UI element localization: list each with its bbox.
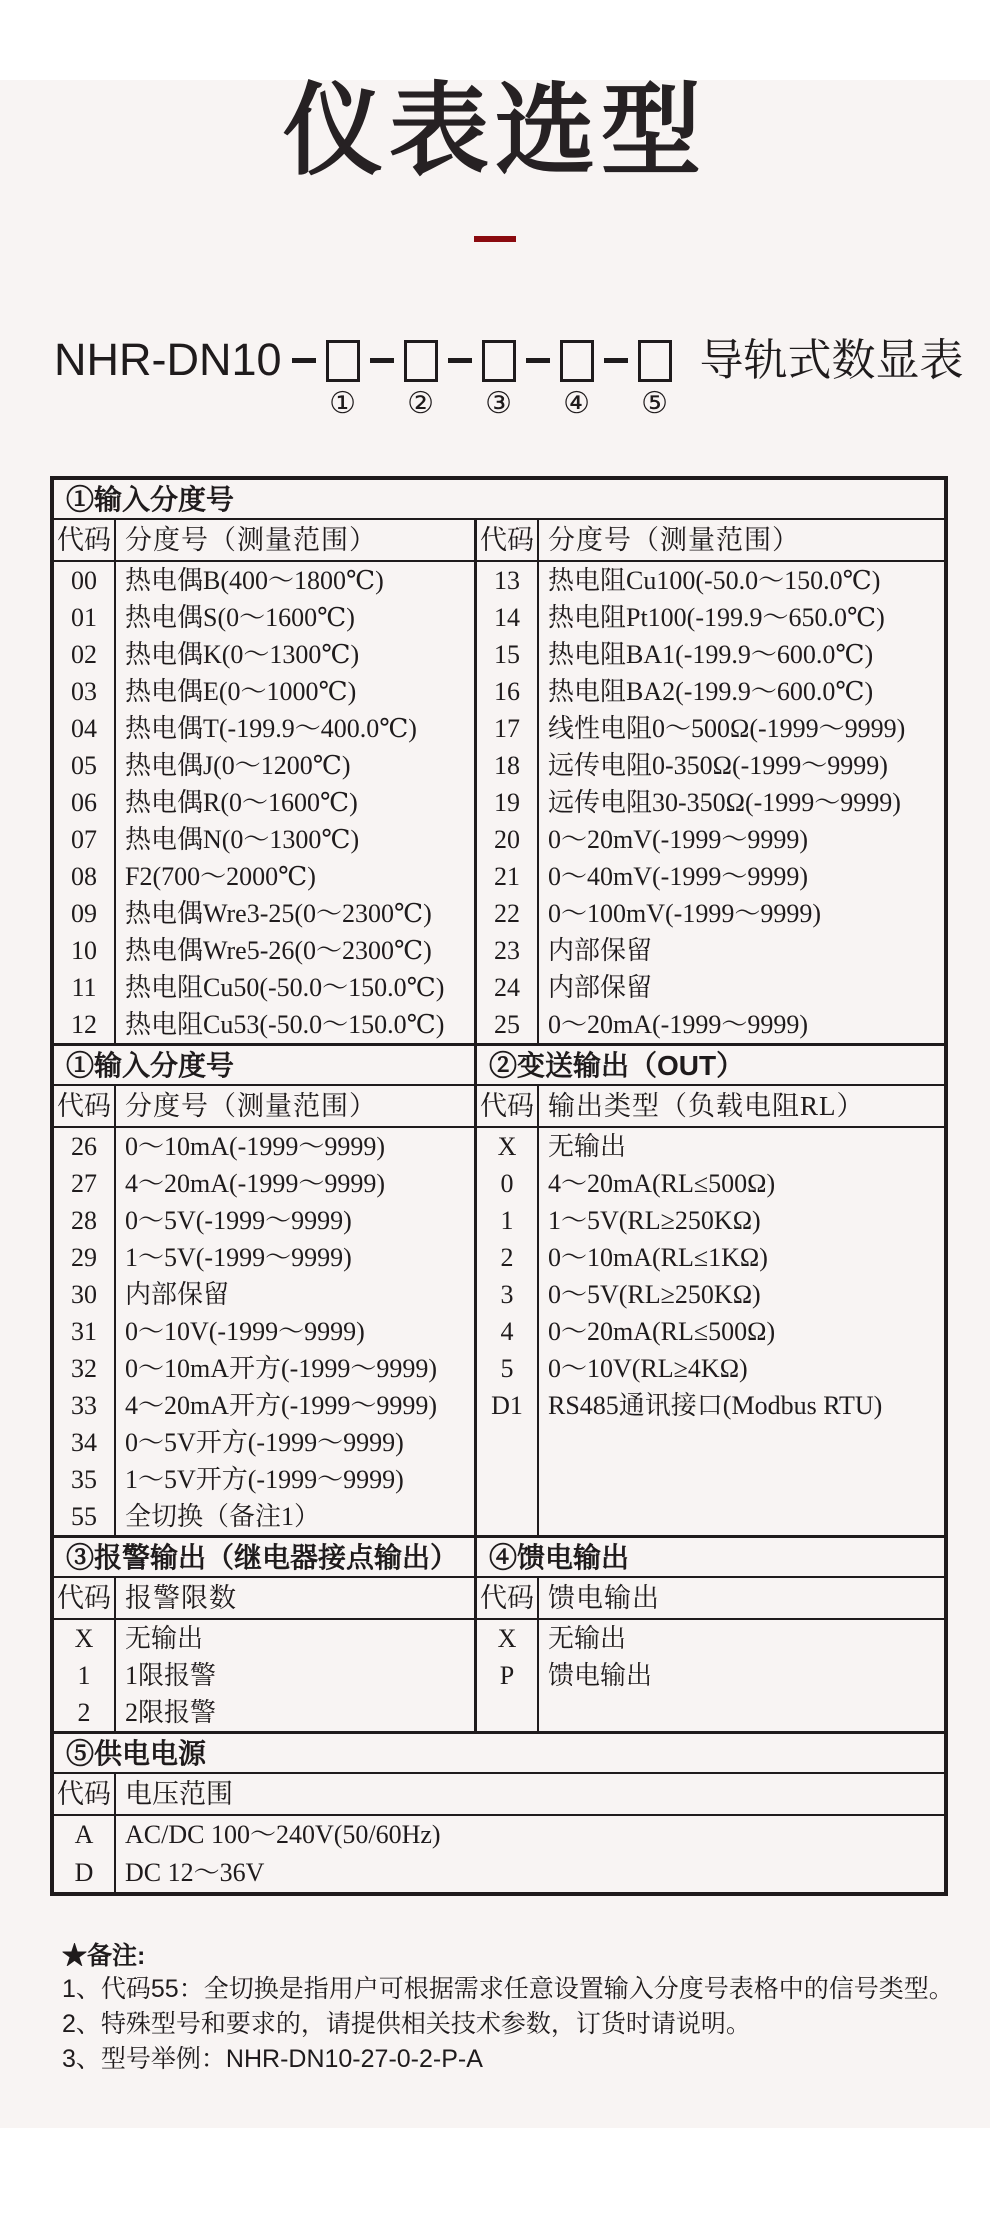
model-slot — [594, 337, 672, 420]
table-row — [54, 1657, 474, 1694]
notes — [62, 1940, 990, 2077]
desc-column-header: 分度号（测量范围） — [125, 525, 377, 555]
desc-cell: 0～10V(-1999～9999) — [125, 1317, 365, 1346]
table-half-right — [474, 520, 944, 1043]
model-code-box — [326, 340, 360, 382]
code-cell: A — [54, 1816, 116, 1854]
table-row — [54, 858, 474, 895]
page-title: 仪表选型 — [283, 75, 707, 187]
code-cell: 10 — [54, 932, 116, 969]
code-cell: 26 — [54, 1128, 116, 1165]
table-row — [54, 747, 474, 784]
row-list — [54, 1816, 944, 1892]
desc-cell: 2限报警 — [125, 1698, 217, 1727]
desc-cell: 内部保留 — [125, 1280, 230, 1309]
table-row — [54, 784, 474, 821]
table-row — [54, 895, 474, 932]
code-cell: 02 — [54, 636, 116, 673]
code-cell: 18 — [477, 747, 539, 784]
desc-cell: 全切换（备注1） — [125, 1502, 321, 1531]
model-code-box — [560, 340, 594, 382]
desc-column-header: 报警限数 — [125, 1583, 237, 1613]
model-slot — [516, 337, 594, 420]
desc-cell: 热电偶T(-199.9～400.0℃) — [125, 714, 417, 743]
table-row — [477, 1657, 944, 1694]
section-input-division-1 — [54, 480, 944, 1043]
table-row — [477, 747, 944, 784]
model-prefix: NHR-DN10 — [54, 334, 282, 385]
desc-cell: 线性电阻0～500Ω(-1999～9999) — [548, 714, 906, 743]
code-column-header: 代码 — [54, 1774, 116, 1814]
desc-cell: 热电阻Pt100(-199.9～650.0℃) — [548, 603, 885, 632]
table-row — [477, 673, 944, 710]
desc-column-header: 电压范围 — [125, 1779, 233, 1809]
table-row — [477, 636, 944, 673]
section-input-division-2-and-output — [54, 1043, 944, 1535]
desc-cell: 热电阻Cu50(-50.0～150.0℃) — [125, 973, 445, 1002]
desc-cell: 热电阻BA1(-199.9～600.0℃) — [548, 640, 874, 669]
model-slot — [282, 337, 360, 420]
note-item: 2、特殊型号和要求的，请提供相关技术参数，订货时请说明。 — [62, 2010, 751, 2038]
table-row — [54, 1313, 474, 1350]
table-row — [477, 821, 944, 858]
code-cell: 3 — [477, 1276, 539, 1313]
code-cell: X — [477, 1128, 539, 1165]
model-suffix: 导轨式数显表 — [699, 336, 964, 385]
table-row — [54, 1854, 944, 1892]
row-list — [54, 1620, 474, 1731]
desc-cell: 0～5V(-1999～9999) — [125, 1206, 352, 1235]
desc-cell: 1～5V(RL≥250KΩ) — [548, 1206, 761, 1235]
code-cell: D1 — [477, 1387, 539, 1424]
desc-cell: 馈电输出 — [548, 1661, 653, 1690]
table-row — [477, 1202, 944, 1239]
desc-cell: AC/DC 100～240V(50/60Hz) — [125, 1820, 441, 1849]
desc-cell: 4～20mA(RL≤500Ω) — [548, 1169, 776, 1198]
desc-cell: 热电偶Wre3-25(0～2300℃) — [125, 899, 432, 928]
dash-separator — [448, 358, 472, 363]
code-cell: 19 — [477, 784, 539, 821]
section-header: ⑤供电电源 — [66, 1738, 207, 1769]
code-cell: 1 — [477, 1202, 539, 1239]
desc-cell: 1限报警 — [125, 1661, 217, 1690]
code-cell: 09 — [54, 895, 116, 932]
desc-cell: 0～20mV(-1999～9999) — [548, 825, 808, 854]
desc-cell: 热电阻Cu53(-50.0～150.0℃) — [125, 1010, 445, 1039]
code-cell: 12 — [54, 1006, 116, 1043]
table-row — [477, 1276, 944, 1313]
code-cell: 33 — [54, 1387, 116, 1424]
code-cell: 00 — [54, 562, 116, 599]
table-row — [54, 1239, 474, 1276]
table-row — [54, 1620, 474, 1657]
code-cell: X — [477, 1620, 539, 1657]
dash-separator — [292, 358, 316, 363]
notes-title: ★备注: — [62, 1942, 146, 1970]
table-row — [477, 969, 944, 1006]
code-cell: 01 — [54, 599, 116, 636]
table-row — [477, 858, 944, 895]
desc-column-header: 输出类型（负载电阻RL） — [548, 1091, 865, 1121]
column-header-row — [477, 1086, 944, 1128]
code-cell: 08 — [54, 858, 116, 895]
desc-cell: 0～100mV(-1999～9999) — [548, 899, 821, 928]
table-row — [54, 710, 474, 747]
column-header-row — [54, 1086, 474, 1128]
dash-separator — [604, 358, 628, 363]
code-cell: 35 — [54, 1461, 116, 1498]
section-alarm-and-feed-output — [54, 1535, 944, 1731]
code-cell: 4 — [477, 1313, 539, 1350]
note-item: 3、型号举例：NHR-DN10-27-0-2-P-A — [62, 2045, 483, 2073]
table-row — [54, 1202, 474, 1239]
column-header-row — [477, 1578, 944, 1620]
model-slot-box-wrap — [638, 337, 672, 420]
desc-cell: 0～20mA(RL≤500Ω) — [548, 1317, 776, 1346]
table-row — [477, 784, 944, 821]
desc-cell: 0～10mA开方(-1999～9999) — [125, 1354, 437, 1383]
desc-cell: 热电阻Cu100(-50.0～150.0℃) — [548, 566, 881, 595]
model-slot-box-wrap — [404, 337, 438, 420]
table-row — [477, 1313, 944, 1350]
code-cell: 0 — [477, 1165, 539, 1202]
table-row — [54, 969, 474, 1006]
desc-cell: 无输出 — [548, 1624, 627, 1653]
row-list — [477, 1128, 944, 1424]
desc-column-header: 馈电输出 — [548, 1583, 660, 1613]
section-header-bar — [54, 1734, 944, 1774]
slot-number-label: ④ — [563, 387, 590, 420]
table-row — [54, 1128, 474, 1165]
column-header-row — [54, 520, 474, 562]
desc-cell: 热电偶Wre5-26(0～2300℃) — [125, 936, 432, 965]
section-header-bar — [54, 1046, 944, 1086]
code-cell: 22 — [477, 895, 539, 932]
slot-number-label: ⑤ — [641, 387, 668, 420]
row-list — [477, 1620, 944, 1694]
section-power-supply — [54, 1731, 944, 1892]
table-row — [54, 1165, 474, 1202]
model-code-line — [54, 334, 990, 420]
model-code-box — [404, 340, 438, 382]
code-cell: 31 — [54, 1313, 116, 1350]
desc-cell: 无输出 — [125, 1624, 204, 1653]
table-row — [477, 895, 944, 932]
desc-cell: 0～5V(RL≥250KΩ) — [548, 1280, 761, 1309]
table-row — [54, 1694, 474, 1731]
code-cell: 28 — [54, 1202, 116, 1239]
section-header-left: ③报警输出（继电器接点输出） — [66, 1542, 459, 1573]
table-half-left — [54, 1578, 474, 1731]
table-row — [54, 673, 474, 710]
table-half-left — [54, 520, 474, 1043]
code-column-header: 代码 — [477, 520, 539, 560]
section-header-right: ②变送输出（OUT） — [474, 1046, 944, 1084]
column-header-row — [54, 1578, 474, 1620]
code-cell: 32 — [54, 1350, 116, 1387]
desc-cell: DC 12～36V — [125, 1858, 265, 1887]
section-header-left: ①输入分度号 — [66, 1050, 235, 1081]
row-list — [54, 1128, 474, 1535]
table-row — [477, 1387, 944, 1424]
desc-cell: 热电偶N(0～1300℃) — [125, 825, 360, 854]
code-cell: 07 — [54, 821, 116, 858]
code-column-header: 代码 — [477, 1086, 539, 1126]
dash-separator — [526, 358, 550, 363]
table-row — [54, 821, 474, 858]
code-cell: 04 — [54, 710, 116, 747]
table-row — [477, 1128, 944, 1165]
desc-cell: 0～10V(RL≥4KΩ) — [548, 1354, 748, 1383]
code-cell: 34 — [54, 1424, 116, 1461]
desc-cell: 0～40mV(-1999～9999) — [548, 862, 808, 891]
code-cell: 55 — [54, 1498, 116, 1535]
table-row — [54, 1350, 474, 1387]
model-slot-box-wrap — [560, 337, 594, 420]
model-code-box — [482, 340, 516, 382]
desc-cell: 4～20mA开方(-1999～9999) — [125, 1391, 437, 1420]
filler — [477, 1694, 944, 1731]
code-cell: D — [54, 1854, 116, 1892]
code-cell: 23 — [477, 932, 539, 969]
table-row — [54, 1006, 474, 1043]
desc-cell: 0～10mA(RL≤1KΩ) — [548, 1243, 768, 1272]
code-cell: 05 — [54, 747, 116, 784]
desc-cell: 0～5V开方(-1999～9999) — [125, 1428, 404, 1457]
desc-column-header: 分度号（测量范围） — [125, 1091, 377, 1121]
table-row — [477, 1006, 944, 1043]
table-row — [477, 710, 944, 747]
row-list — [54, 562, 474, 1043]
code-cell: 17 — [477, 710, 539, 747]
code-column-header: 代码 — [54, 1578, 116, 1618]
slot-number-label: ② — [407, 387, 434, 420]
code-cell: 13 — [477, 562, 539, 599]
table-row — [54, 1424, 474, 1461]
desc-cell: 热电偶B(400～1800℃) — [125, 566, 384, 595]
note-item: 1、代码55：全切换是指用户可根据需求任意设置输入分度号表格中的信号类型。 — [62, 1975, 954, 2003]
notes-list — [62, 1972, 990, 2077]
model-code-box — [638, 340, 672, 382]
table-row — [477, 1620, 944, 1657]
page — [0, 75, 990, 2128]
column-header-row — [54, 1774, 944, 1816]
code-cell: 2 — [54, 1694, 116, 1731]
code-cell: 15 — [477, 636, 539, 673]
code-cell: 03 — [54, 673, 116, 710]
desc-cell: 热电偶R(0～1600℃) — [125, 788, 358, 817]
model-slot-box-wrap — [326, 337, 360, 420]
table-row — [477, 1239, 944, 1276]
model-slot — [360, 337, 438, 420]
code-cell: 29 — [54, 1239, 116, 1276]
table-row — [54, 1461, 474, 1498]
table-half-right — [474, 1086, 944, 1535]
section-body — [54, 520, 944, 1043]
code-cell: 14 — [477, 599, 539, 636]
table-row — [54, 1498, 474, 1535]
code-cell: 06 — [54, 784, 116, 821]
filler — [477, 1424, 944, 1535]
code-cell: 1 — [54, 1657, 116, 1694]
code-cell: 27 — [54, 1165, 116, 1202]
desc-cell: 热电偶S(0～1600℃) — [125, 603, 355, 632]
code-cell: 2 — [477, 1239, 539, 1276]
slot-number-label: ③ — [485, 387, 512, 420]
desc-cell: 1～5V(-1999～9999) — [125, 1243, 352, 1272]
table-row — [54, 1276, 474, 1313]
table-row — [477, 932, 944, 969]
model-slots — [282, 337, 672, 420]
code-column-header: 代码 — [54, 1086, 116, 1126]
section-header-bar — [54, 1538, 944, 1578]
code-cell: 16 — [477, 673, 539, 710]
desc-cell: 内部保留 — [548, 973, 653, 1002]
desc-cell: 0～20mA(-1999～9999) — [548, 1010, 808, 1039]
desc-cell: 远传电阻30-350Ω(-1999～9999) — [548, 788, 901, 817]
code-cell: 5 — [477, 1350, 539, 1387]
table-half-right — [474, 1578, 944, 1731]
desc-cell: 无输出 — [548, 1132, 627, 1161]
dash-separator — [370, 358, 394, 363]
desc-cell: RS485通讯接口(Modbus RTU) — [548, 1391, 883, 1420]
section-body — [54, 1578, 944, 1731]
table-row — [54, 636, 474, 673]
column-header-row — [477, 520, 944, 562]
table-row — [477, 1165, 944, 1202]
desc-cell: 热电阻BA2(-199.9～600.0℃) — [548, 677, 874, 706]
table-half-left — [54, 1086, 474, 1535]
row-list — [477, 562, 944, 1043]
code-cell: 25 — [477, 1006, 539, 1043]
desc-cell: 4～20mA(-1999～9999) — [125, 1169, 385, 1198]
desc-cell: 远传电阻0-350Ω(-1999～9999) — [548, 751, 888, 780]
desc-cell: 内部保留 — [548, 936, 653, 965]
code-cell: 11 — [54, 969, 116, 1006]
code-cell: X — [54, 1620, 116, 1657]
section-header: ①输入分度号 — [66, 484, 235, 515]
table-row — [54, 562, 474, 599]
code-cell: 21 — [477, 858, 539, 895]
selection-table — [50, 476, 948, 1896]
section-body — [54, 1086, 944, 1535]
desc-column-header: 分度号（测量范围） — [548, 525, 800, 555]
section-header-bar — [54, 480, 944, 520]
desc-cell: 1～5V开方(-1999～9999) — [125, 1465, 404, 1494]
code-cell: 24 — [477, 969, 539, 1006]
desc-cell: F2(700～2000℃) — [125, 862, 316, 891]
model-slot-box-wrap — [482, 337, 516, 420]
code-cell: 30 — [54, 1276, 116, 1313]
table-row — [477, 1350, 944, 1387]
table-row — [54, 1816, 944, 1854]
table-row — [54, 599, 474, 636]
table-row — [477, 562, 944, 599]
desc-cell: 热电偶K(0～1300℃) — [125, 640, 360, 669]
slot-number-label: ① — [329, 387, 356, 420]
section-header-right: ④馈电输出 — [474, 1538, 944, 1576]
code-cell: 20 — [477, 821, 539, 858]
table-row — [54, 932, 474, 969]
model-slot — [438, 337, 516, 420]
accent-dash — [474, 236, 516, 242]
table-row — [54, 1387, 474, 1424]
code-column-header: 代码 — [54, 520, 116, 560]
desc-cell: 热电偶E(0～1000℃) — [125, 677, 357, 706]
desc-cell: 热电偶J(0～1200℃) — [125, 751, 351, 780]
table-row — [477, 599, 944, 636]
desc-cell: 0～10mA(-1999～9999) — [125, 1132, 385, 1161]
code-column-header: 代码 — [477, 1578, 539, 1618]
code-cell: P — [477, 1657, 539, 1694]
